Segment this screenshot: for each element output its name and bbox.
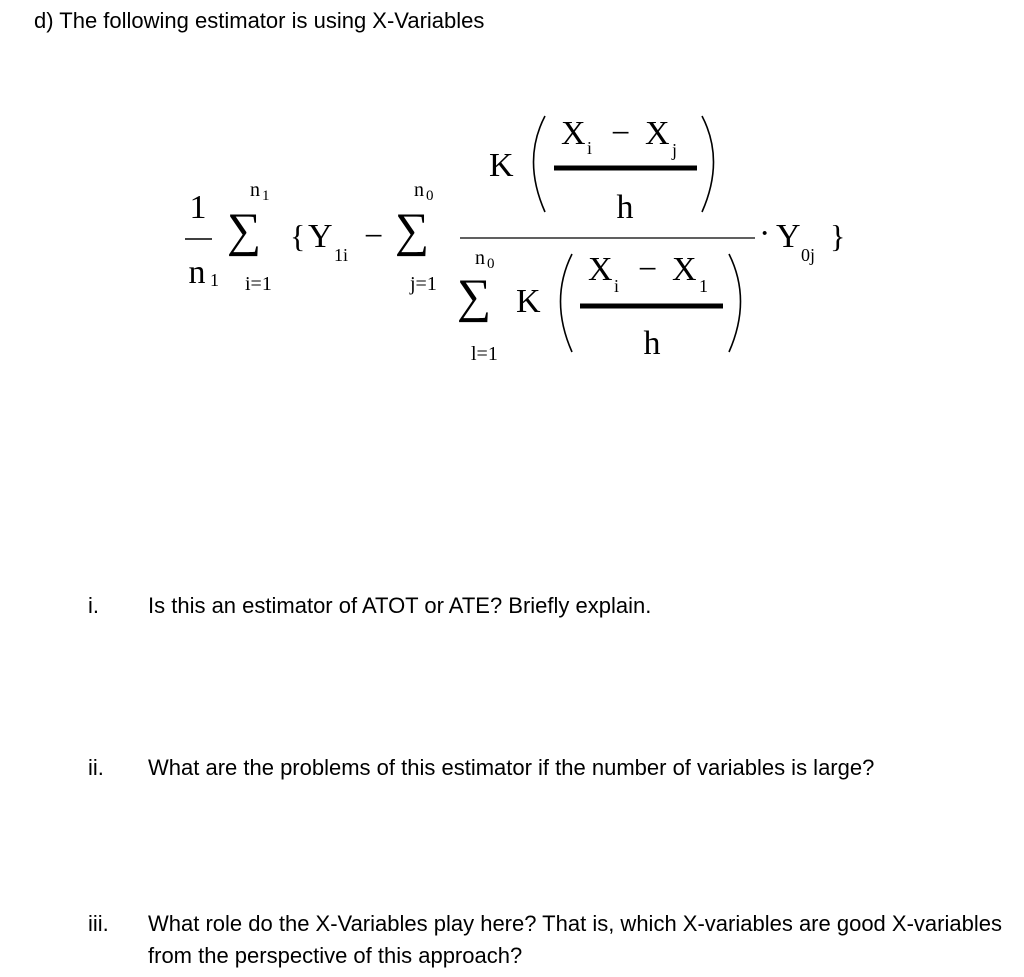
sum3-lower: l=1	[471, 343, 498, 365]
minus-upper: −	[611, 115, 631, 152]
xi-upper: X	[561, 115, 586, 152]
bandwidth-h-lower: h	[643, 325, 661, 362]
sum1-lower: i=1	[245, 273, 272, 295]
dot-operator: ·	[759, 215, 771, 252]
question-number: i.	[88, 593, 99, 618]
xl-lower-sub: 1	[699, 276, 708, 296]
right-brace: }	[830, 218, 846, 254]
fraction-numerator-one: 1	[189, 189, 207, 226]
sum1-upper-sub: 1	[262, 188, 270, 204]
outcome-y1-sub: 1i	[334, 245, 349, 265]
sum3-upper-sub: 0	[487, 256, 495, 272]
sum2-lower: j=1	[410, 273, 437, 295]
xj-upper: X	[645, 115, 670, 152]
xj-upper-sub: j	[672, 140, 678, 160]
outcome-y0: Y	[776, 218, 801, 255]
sum3-sigma: ∑	[457, 270, 492, 323]
xi-lower-sub: i	[614, 276, 620, 296]
sum1-sigma: ∑	[227, 204, 262, 257]
minus-sign: −	[364, 218, 384, 255]
xl-lower: X	[672, 251, 697, 288]
kernel-k-upper: K	[489, 147, 514, 184]
question-number: ii.	[88, 755, 104, 780]
left-brace: {	[290, 218, 306, 254]
question-text: What role do the X-Variables play here? That is, which X-variables are good X-variables from the perspective of this approach?	[148, 911, 1002, 968]
paren-left-lower	[561, 254, 573, 352]
minus-lower: −	[638, 251, 658, 288]
outcome-y1: Y	[308, 218, 333, 255]
fraction-denominator-n: n	[188, 254, 206, 291]
section-heading: d) The following estimator is using X-Variables	[34, 8, 485, 33]
question-text: Is this an estimator of ATOT or ATE? Briefly explain.	[148, 593, 652, 618]
outcome-y0-sub: 0j	[801, 245, 816, 265]
paren-right-upper	[702, 116, 714, 212]
estimator-formula	[0, 100, 1024, 400]
question-text: What are the problems of this estimator if the number of variables is large?	[148, 755, 875, 780]
sum2-upper-sub: 0	[426, 188, 434, 204]
question-number: iii.	[88, 911, 109, 936]
paren-left-upper	[534, 116, 546, 212]
denominator-subscript-1: 1	[210, 270, 219, 290]
sum2-sigma: ∑	[395, 204, 430, 257]
xi-lower: X	[588, 251, 613, 288]
bandwidth-h-upper: h	[616, 189, 634, 226]
sum2-upper-n: n	[414, 179, 424, 201]
xi-upper-sub: i	[587, 138, 593, 158]
sum1-upper-n: n	[250, 179, 260, 201]
sum3-upper-n: n	[475, 247, 485, 269]
paren-right-lower	[729, 254, 741, 352]
kernel-k-lower: K	[516, 283, 541, 320]
